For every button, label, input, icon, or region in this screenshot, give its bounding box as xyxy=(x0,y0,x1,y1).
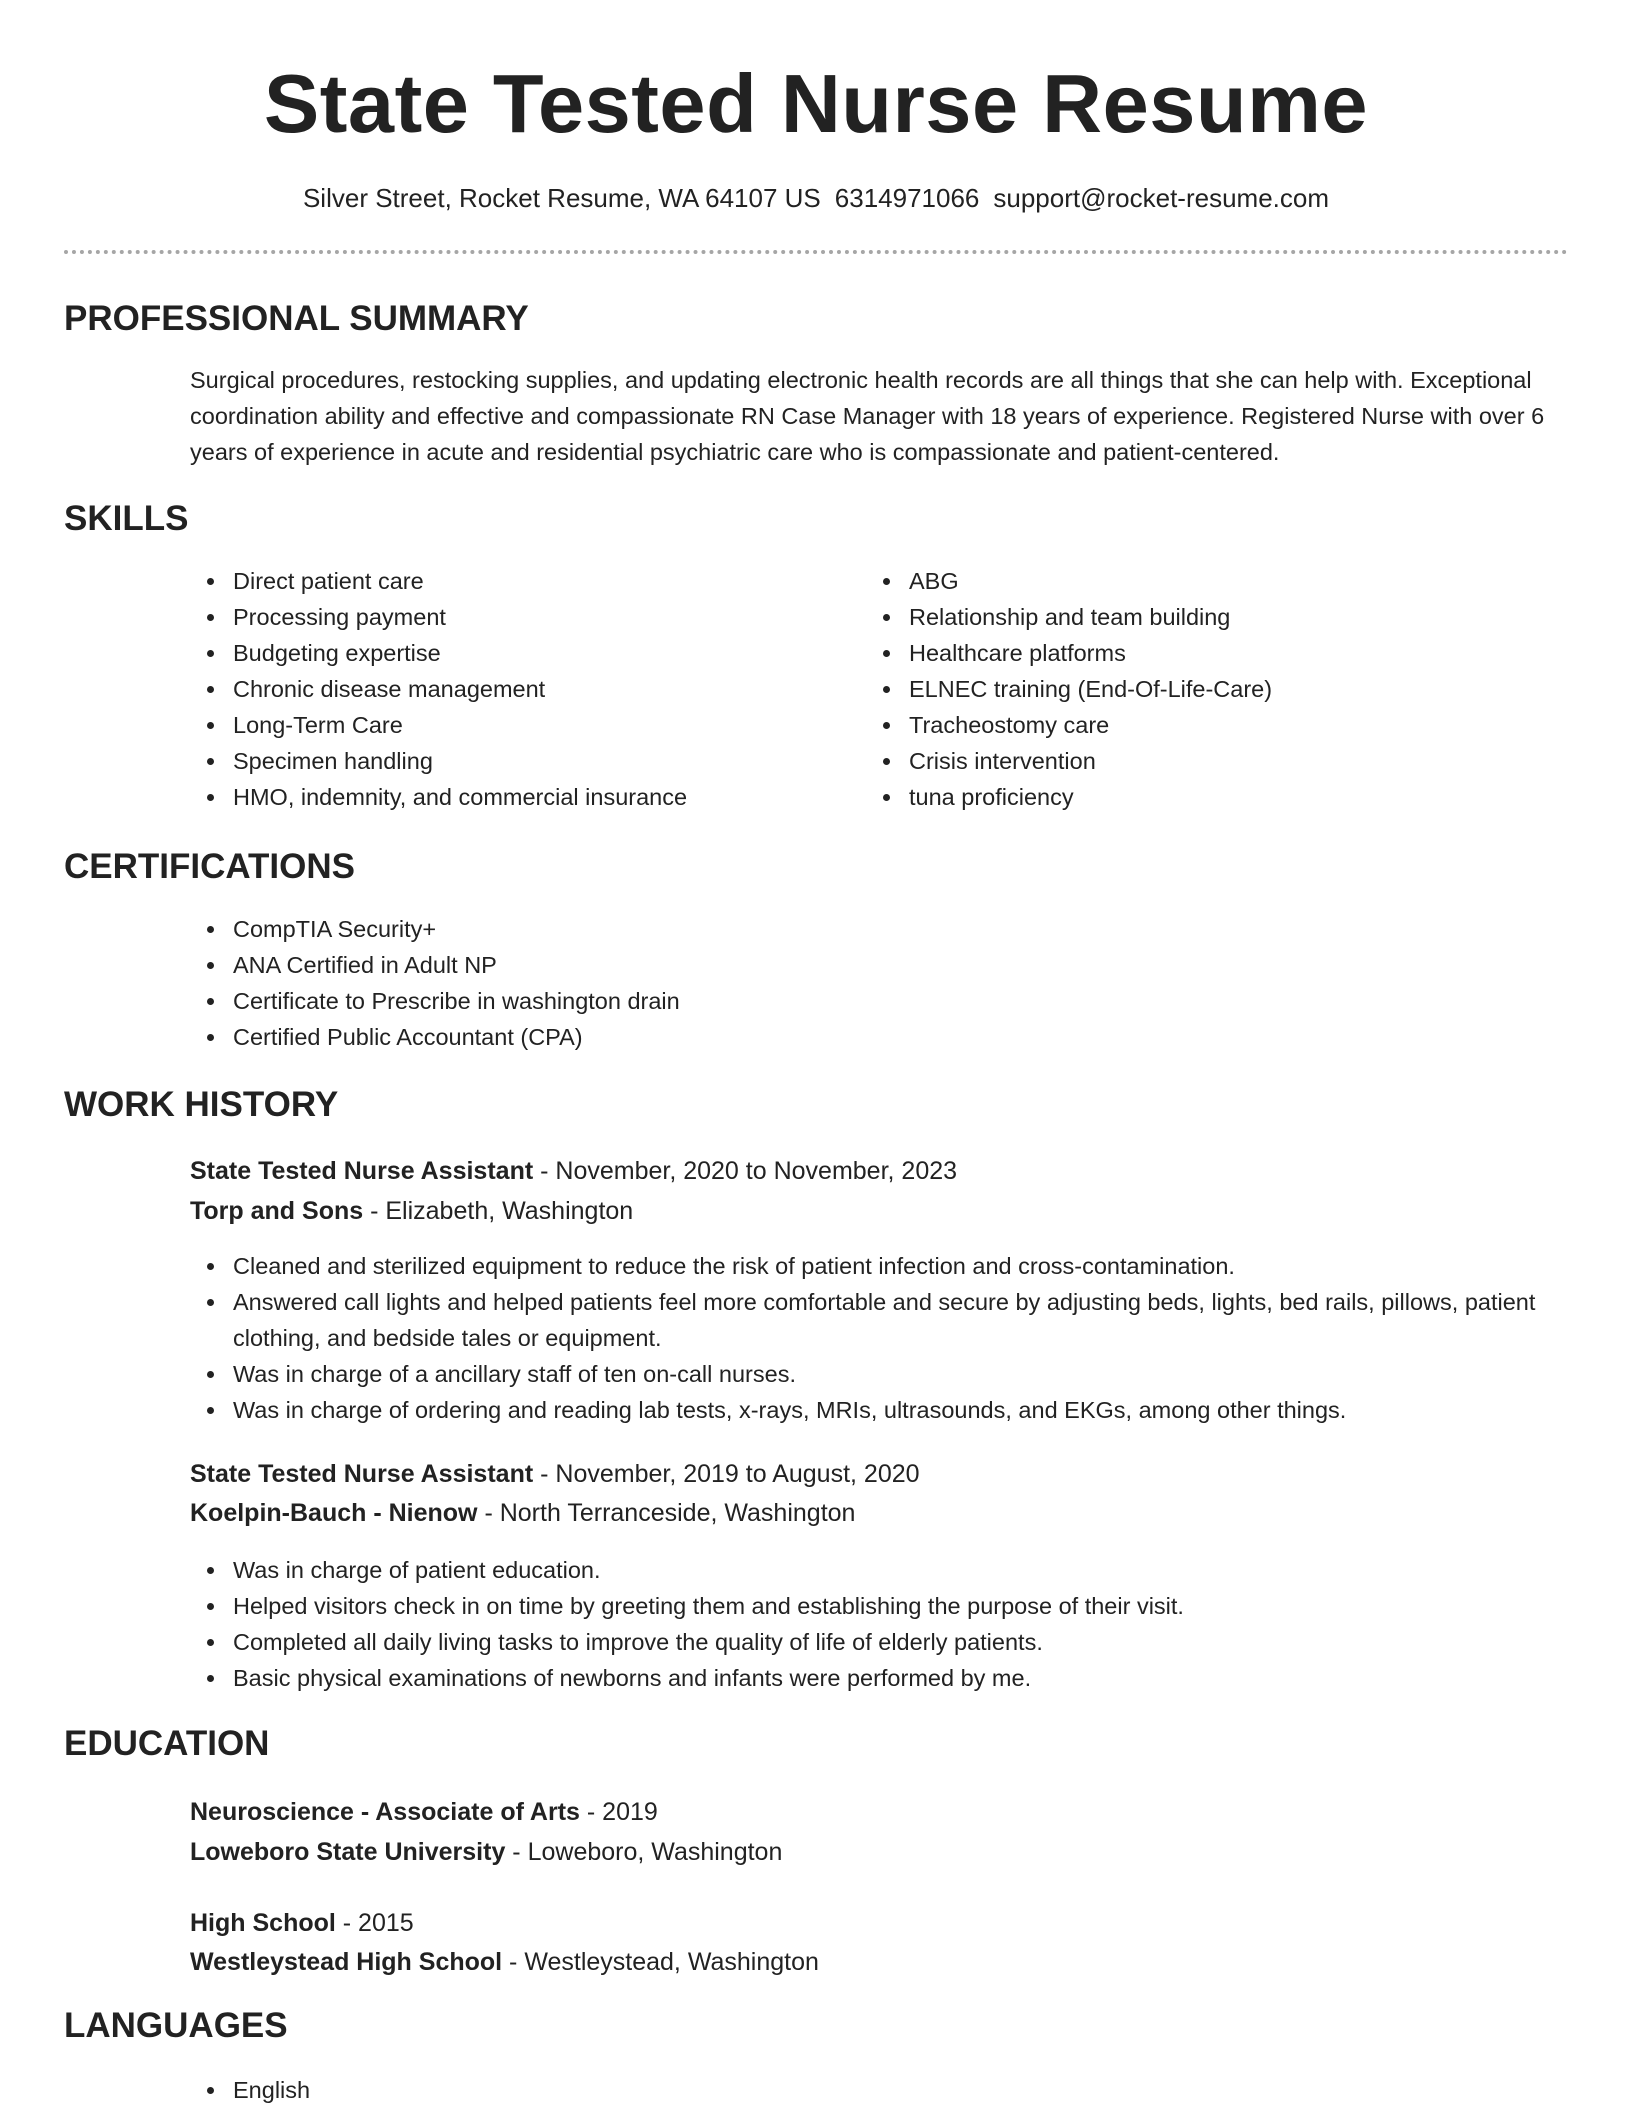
job-duty: Completed all daily living tasks to improve the quality of life of elderly patients. xyxy=(190,1624,1570,1660)
languages-heading: LANGUAGES xyxy=(64,2006,288,2045)
work-history-heading: WORK HISTORY xyxy=(64,1085,339,1124)
skill-item: ABG xyxy=(866,563,1546,599)
job-company-line xyxy=(190,1193,1570,1229)
skills-heading: SKILLS xyxy=(64,499,189,538)
school-location: - Westleystead, Washington xyxy=(502,1948,819,1976)
job-duty: Basic physical examinations of newborns and infants were performed by me. xyxy=(190,1660,1570,1696)
skill-item: tuna proficiency xyxy=(866,779,1546,815)
degree-year: - 2015 xyxy=(335,1909,414,1937)
skill-item: HMO, indemnity, and commercial insurance xyxy=(190,779,830,815)
skills-list-left xyxy=(190,563,830,815)
skill-item: Chronic disease management xyxy=(190,671,830,707)
job-role: State Tested Nurse Assistant xyxy=(190,1157,534,1185)
school-name: Westleystead High School xyxy=(190,1948,503,1976)
job-location: - North Terranceside, Washington xyxy=(477,1499,856,1527)
job-dates: - November, 2020 to November, 2023 xyxy=(533,1157,958,1185)
job-duty: Was in charge of ordering and reading lab tests, x-rays, MRIs, ultrasounds, and EKGs, among other things. xyxy=(190,1392,1570,1428)
degree-year: - 2019 xyxy=(579,1798,658,1826)
contact-email: support@rocket-resume.com xyxy=(993,183,1330,213)
certification-item: CompTIA Security+ xyxy=(190,911,1570,947)
skill-item: Long-Term Care xyxy=(190,707,830,743)
job-role: State Tested Nurse Assistant xyxy=(190,1460,534,1488)
skill-item: Crisis intervention xyxy=(866,743,1546,779)
summary-heading: PROFESSIONAL SUMMARY xyxy=(64,299,529,338)
certifications-heading: CERTIFICATIONS xyxy=(64,847,356,886)
contact-phone: 6314971066 xyxy=(834,183,980,213)
job-company: Koelpin-Bauch - Nienow xyxy=(190,1499,478,1527)
skills-list-right xyxy=(866,563,1546,815)
degree-line xyxy=(190,1794,1570,1830)
job-duty: Was in charge of patient education. xyxy=(190,1552,1570,1588)
skill-item: ELNEC training (End-Of-Life-Care) xyxy=(866,671,1546,707)
skill-item: Tracheostomy care xyxy=(866,707,1546,743)
job-location: - Elizabeth, Washington xyxy=(363,1197,634,1225)
skill-item: Relationship and team building xyxy=(866,599,1546,635)
contact-address: Silver Street, Rocket Resume, WA 64107 US xyxy=(302,183,821,213)
school-line xyxy=(190,1834,1570,1870)
school-location: - Loweboro, Washington xyxy=(505,1838,783,1866)
job-title-line xyxy=(190,1153,1570,1189)
certification-item: ANA Certified in Adult NP xyxy=(190,947,1570,983)
education-heading: EDUCATION xyxy=(64,1724,270,1763)
skill-item: Budgeting expertise xyxy=(190,635,830,671)
language-item: English xyxy=(190,2072,1570,2108)
job-duty: Answered call lights and helped patients feel more comfortable and secure by adjusting beds, lights, bed rails, pillows, patient clothing, and bedside tales or equipment. xyxy=(190,1284,1570,1356)
job-duty: Was in charge of a ancillary staff of ten on-call nurses. xyxy=(190,1356,1570,1392)
job-title-line xyxy=(190,1456,1570,1492)
degree-name: Neuroscience - Associate of Arts xyxy=(190,1798,580,1826)
school-line xyxy=(190,1944,1570,1980)
resume-title: State Tested Nurse Resume xyxy=(263,57,1369,150)
certification-item: Certified Public Accountant (CPA) xyxy=(190,1019,1570,1055)
job-duty: Cleaned and sterilized equipment to reduce the risk of patient infection and cross-contamination. xyxy=(190,1248,1570,1284)
degree-name: High School xyxy=(190,1909,336,1937)
skill-item: Direct patient care xyxy=(190,563,830,599)
job-duty: Helped visitors check in on time by greeting them and establishing the purpose of their visit. xyxy=(190,1588,1570,1624)
job-dates: - November, 2019 to August, 2020 xyxy=(533,1460,920,1488)
job-company-line xyxy=(190,1495,1570,1531)
contact-line xyxy=(0,180,1632,216)
degree-line xyxy=(190,1905,1570,1941)
certification-item: Certificate to Prescribe in washington drain xyxy=(190,983,1570,1019)
certifications-list xyxy=(190,911,1570,1055)
languages-list xyxy=(190,2072,1570,2108)
job-company: Torp and Sons xyxy=(190,1197,364,1225)
summary-text: Surgical procedures, restocking supplies, and updating electronic health records are all things that she can help with. Exceptional coordination ability and effective and compassionate RN Case Manager with 18 years of experience. Registered Nurse with over 6 years of experience in acute and residential psychiatric care who is compassionate and patient-centered. xyxy=(190,367,1545,465)
school-name: Loweboro State University xyxy=(190,1838,506,1866)
job-duties-list xyxy=(190,1248,1570,1428)
skill-item: Specimen handling xyxy=(190,743,830,779)
header-divider xyxy=(64,250,1568,254)
job-duties-list xyxy=(190,1552,1570,1696)
skill-item: Processing payment xyxy=(190,599,830,635)
skill-item: Healthcare platforms xyxy=(866,635,1546,671)
